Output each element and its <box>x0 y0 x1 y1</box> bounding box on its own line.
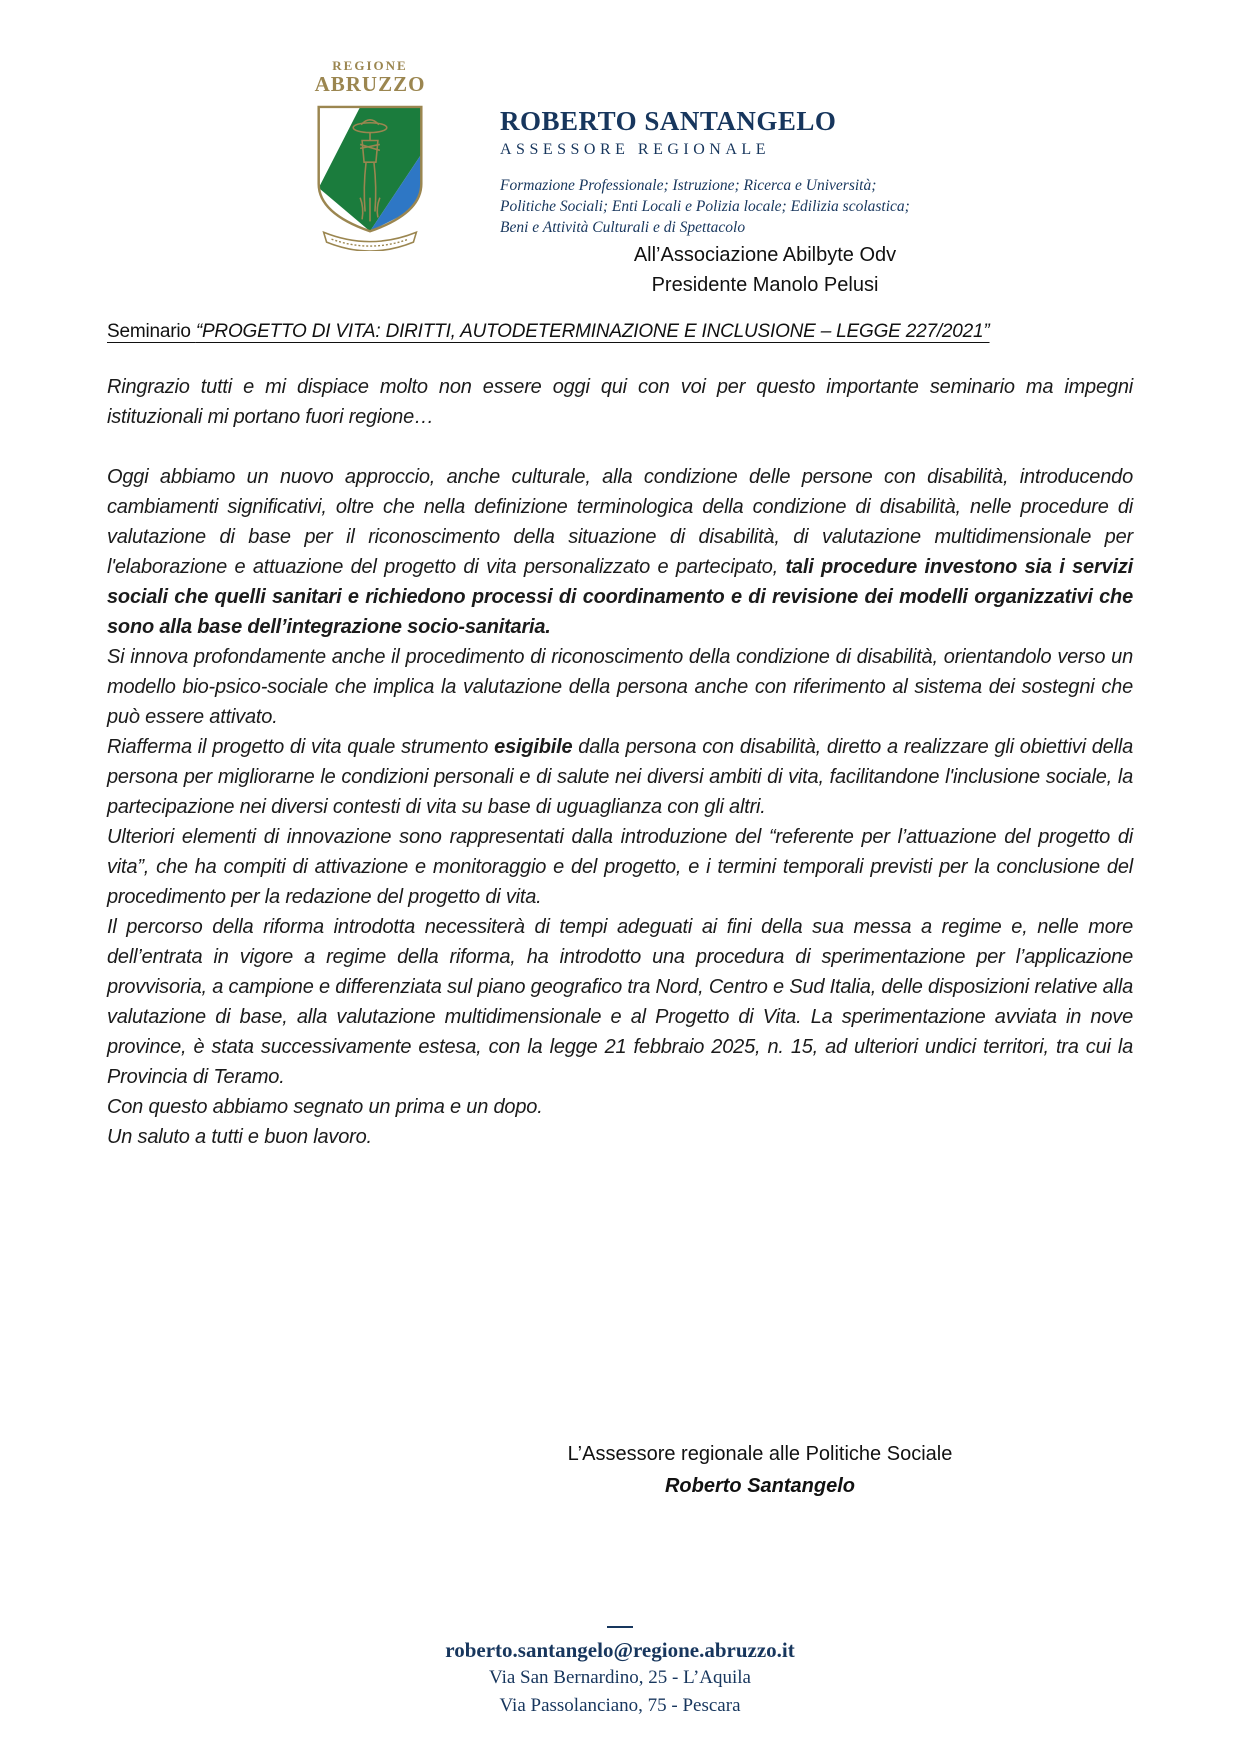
body-paragraph-5: Ulteriori elementi di innovazione sono rappresentati dalla introduzione del “referente per l’attuazione del progetto di vita”, che ha compiti di attivazione e monitoraggio e del progetto, e i termini temporali previsti per la conclusione del procedimento per la redazione del progetto di vita. <box>107 826 1133 908</box>
body-paragraph-1: Ringrazio tutti e mi dispiace molto non essere oggi qui con voi per questo importante seminario ma impegni istituzionali mi portano fuori regione… <box>107 376 1133 428</box>
footer-divider <box>607 1626 633 1628</box>
addressee-president: Presidente Manolo Pelusi <box>651 274 879 296</box>
body-paragraph-7: Con questo abbiamo segnato un prima e un dopo. <box>107 1096 543 1118</box>
assessor-name: ROBERTO SANTANGELO <box>500 106 837 136</box>
subject-title: “PROGETTO DI VITA: DIRITTI, AUTODETERMINAZIONE E INCLUSIONE – LEGGE 227/2021” <box>195 321 990 342</box>
paragraph-4-after: dalla persona con disabilità, diretto a realizzare gli obiettivi della persona per migliorarne le condizioni personali e di salute nei diversi ambiti di vita, facilitandone l'inclusione sociale, la partecipazione nei diversi contesti di vita su base di uguaglianza con gli altri. <box>107 736 1133 818</box>
body-paragraph-8: Un saluto a tutti e buon lavoro. <box>107 1126 372 1148</box>
department-line: Beni e Attività Culturali e di Spettacolo <box>500 219 746 236</box>
seminar-subject-line <box>107 321 1137 343</box>
body-paragraph-2 <box>107 462 1133 642</box>
paragraph-2-bold: tali procedure investono sia i servizi sociali che quelli sanitari e richiedono processi di coordinamento e di revisione dei modelli organizzativi che sono alla base dell’integrazione socio-sanitaria. <box>107 556 1133 638</box>
subject-prefix: Seminario <box>107 321 196 342</box>
paragraph-4-before: Riafferma il progetto di vita quale strumento <box>107 736 495 758</box>
assessor-role: ASSESSORE REGIONALE <box>500 141 770 158</box>
footer-address-laquila: Via San Bernardino, 25 - L’Aquila <box>489 1667 751 1688</box>
abruzzo-shield-icon <box>307 103 433 251</box>
department-line: Politiche Sociali; Enti Locali e Polizia locale; Edilizia scolastica; <box>500 198 910 215</box>
logo-abruzzo-text: ABRUZZO <box>314 72 426 96</box>
body-paragraph-3: Si innova profondamente anche il procedimento di riconoscimento della condizione di disabilità, orientandolo verso un modello bio-psico-sociale che implica la valutazione della persona anche con riferimento al sistema dei sostegni che può essere attivato. <box>107 646 1133 728</box>
body-paragraph-6: Il percorso della riforma introdotta necessiterà di tempi adeguati ai fini della sua messa a regime e, nelle more dell’entrata in vigore a regime della riforma, ha introdotto una procedura di sperimentazione per l’applicazione provvisoria, a campione e differenziata sul piano geografico tra Nord, Centro e Sud Italia, delle disposizioni relative alla valutazione di base, alla valutazione multidimensionale e al Progetto di Vita. La sperimentazione avviata in nove province, è stata successivamente estesa, con la legge 21 febbraio 2025, n. 15, ad ulteriori undici territori, tra cui la Provincia di Teramo. <box>107 916 1133 1088</box>
departments-list <box>500 175 1140 238</box>
department-line: Formazione Professionale; Istruzione; Ricerca e Università; <box>500 177 877 194</box>
body-paragraph-4 <box>107 732 1133 822</box>
footer-email: roberto.santangelo@regione.abruzzo.it <box>445 1638 795 1662</box>
regione-abruzzo-logo <box>300 58 440 251</box>
paragraph-2-normal: Oggi abbiamo un nuovo approccio, anche culturale, alla condizione delle persone con disabilità, introducendo cambiamenti significativi, oltre che nella definizione terminologica della condizione di disabilità, nelle procedure di valutazione di base per il riconoscimento della situazione di disabilità, di valutazione multidimensionale per l'elaborazione e attuazione del progetto di vita personalizzato e partecipato, <box>107 466 1133 578</box>
signature-role: L’Assessore regionale alle Politiche Sociale <box>567 1443 953 1465</box>
footer-address-pescara: Via Passolanciano, 75 - Pescara <box>499 1695 741 1716</box>
paragraph-4-bold: esigibile <box>494 736 573 758</box>
letter-body <box>107 372 1133 1152</box>
signature-name: Roberto Santangelo <box>664 1475 855 1497</box>
footer <box>0 1626 1240 1720</box>
addressee-block <box>565 240 965 300</box>
addressee-association: All’Associazione Abilbyte Odv <box>633 244 897 266</box>
motto-scroll <box>324 232 417 251</box>
office-header <box>500 106 1140 238</box>
logo-region-text: REGIONE <box>332 58 408 73</box>
signature-block <box>490 1438 1030 1502</box>
